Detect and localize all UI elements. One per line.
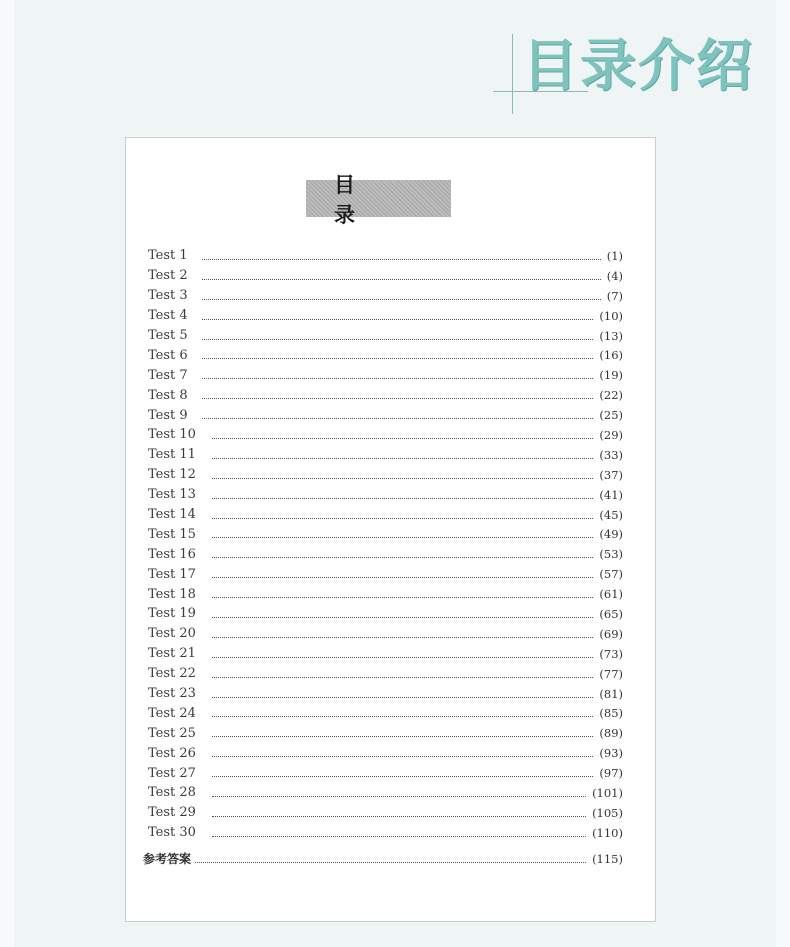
toc-entry[interactable] [148, 664, 623, 684]
toc-leader-dots [212, 477, 593, 479]
toc-leader-dots [212, 596, 593, 598]
toc-leader-dots [202, 258, 601, 260]
toc-entry-label: Test 8 [148, 387, 188, 403]
toc-leader-dots [212, 715, 593, 717]
toc-entry-label: Test 27 [148, 765, 196, 781]
toc-entry-page: (49) [599, 527, 623, 542]
toc-answers-entry[interactable] [143, 850, 623, 867]
toc-entry-label: Test 9 [148, 407, 188, 423]
toc-entry-page: (53) [599, 547, 623, 562]
toc-leader-dots [212, 656, 593, 658]
toc-entry[interactable] [148, 803, 623, 823]
toc-entry[interactable] [148, 485, 623, 505]
toc-entry-label: Test 4 [148, 308, 188, 324]
toc-entry-page: (25) [599, 408, 623, 423]
toc-entry-page: (105) [592, 805, 623, 820]
toc-entry[interactable] [148, 365, 623, 385]
toc-entry-page: (97) [599, 766, 623, 781]
toc-entry-label: Test 15 [148, 526, 196, 542]
toc-entry-label: Test 28 [148, 785, 196, 801]
toc-leader-dots [212, 517, 593, 519]
toc-entry-label: Test 16 [148, 546, 196, 562]
toc-entry-page: (1) [606, 248, 623, 263]
toc-entry-page: (77) [599, 666, 623, 681]
toc-entry-page: (65) [599, 606, 623, 621]
toc-entry[interactable] [148, 306, 623, 326]
toc-entry[interactable] [148, 425, 623, 445]
toc-answers-label: 参考答案 [143, 852, 192, 866]
toc-leader-dots [202, 338, 593, 340]
toc-leader-dots [202, 417, 593, 419]
toc-entry-label: Test 13 [148, 487, 196, 503]
toc-leader-dots [212, 616, 593, 618]
toc-entry-label: Test 20 [148, 626, 196, 642]
toc-leader-dots [212, 735, 593, 737]
toc-entry-page: (57) [599, 567, 623, 582]
toc-entry[interactable] [148, 584, 623, 604]
toc-entry-page: (33) [599, 447, 623, 462]
toc-entry[interactable] [148, 723, 623, 743]
toc-leader-dots [202, 397, 593, 399]
toc-heading: 目 录 [306, 180, 451, 217]
toc-entry-label: Test 19 [148, 606, 196, 622]
toc-entry-page: (10) [599, 308, 623, 323]
toc-leader-dots [202, 318, 593, 320]
toc-leader-dots [212, 775, 593, 777]
toc-entry[interactable] [148, 445, 623, 465]
toc-entry[interactable] [148, 763, 623, 783]
toc-entry-page: (7) [606, 288, 623, 303]
toc-entry-page: (29) [599, 427, 623, 442]
toc-leader-dots [212, 755, 593, 757]
toc-entry[interactable] [148, 385, 623, 405]
toc-entry[interactable] [148, 703, 623, 723]
toc-entry[interactable] [148, 743, 623, 763]
toc-leader-dots [202, 377, 593, 379]
toc-leader-dots [212, 676, 593, 678]
toc-entry-label: Test 10 [148, 427, 196, 443]
toc-list [148, 246, 623, 843]
toc-entry[interactable] [148, 286, 623, 306]
toc-entry[interactable] [148, 246, 623, 266]
toc-entry-page: (110) [592, 825, 623, 840]
toc-entry[interactable] [148, 564, 623, 584]
toc-entry-label: Test 30 [148, 825, 196, 841]
toc-leader-dots [212, 636, 593, 638]
toc-entry[interactable] [148, 604, 623, 624]
toc-entry[interactable] [148, 783, 623, 803]
toc-leader-dots [202, 298, 601, 300]
toc-entry-label: Test 21 [148, 646, 196, 662]
toc-entry-label: Test 29 [148, 805, 196, 821]
toc-sheet [125, 137, 656, 922]
toc-entry-page: (16) [599, 348, 623, 363]
toc-leader-dots [212, 497, 593, 499]
toc-entry-label: Test 2 [148, 268, 188, 284]
toc-entry-label: Test 26 [148, 745, 196, 761]
toc-leader-dots [212, 795, 586, 797]
toc-entry-label: Test 1 [148, 248, 188, 264]
toc-entry-page: (13) [599, 328, 623, 343]
toc-entry-label: Test 23 [148, 686, 196, 702]
toc-leader-dots [212, 835, 586, 837]
toc-entry[interactable] [148, 266, 623, 286]
toc-entry-page: (69) [599, 626, 623, 641]
banner-crosshair-vertical [512, 34, 513, 114]
toc-entry-label: Test 24 [148, 705, 196, 721]
toc-entry[interactable] [148, 505, 623, 525]
toc-entry-label: Test 5 [148, 328, 188, 343]
toc-entry-label: Test 7 [148, 367, 188, 383]
toc-entry-label: Test 18 [148, 586, 196, 602]
toc-answers-page: (115) [592, 851, 623, 866]
toc-entry-page: (89) [599, 726, 623, 741]
toc-entry[interactable] [148, 644, 623, 664]
toc-entry-label: Test 6 [148, 347, 188, 363]
toc-leader-dots [212, 576, 593, 578]
toc-entry-label: Test 25 [148, 725, 196, 741]
toc-entry-page: (4) [606, 268, 623, 283]
toc-entry[interactable] [148, 405, 623, 425]
page-margin-right [776, 0, 790, 947]
toc-leader-dots [212, 815, 586, 817]
toc-entry-page: (45) [599, 507, 623, 522]
toc-entry-page: (101) [592, 785, 623, 800]
toc-entry[interactable] [148, 624, 623, 644]
toc-leader-dots [202, 357, 593, 359]
toc-entry[interactable] [148, 544, 623, 564]
toc-leader-dots [212, 556, 593, 558]
toc-leader-dots [212, 437, 593, 439]
page-margin-left [0, 0, 14, 947]
toc-entry-page: (81) [599, 686, 623, 701]
toc-entry-page: (61) [599, 587, 623, 602]
toc-entry-page: (19) [599, 368, 623, 383]
toc-entry-page: (37) [599, 467, 623, 482]
toc-leader-dots [195, 861, 586, 863]
toc-entry-label: Test 11 [148, 447, 196, 463]
toc-entry[interactable] [148, 524, 623, 544]
toc-entry-label: Test 3 [148, 288, 188, 304]
toc-leader-dots [202, 278, 601, 280]
toc-leader-dots [212, 696, 593, 698]
toc-entry-page: (93) [599, 746, 623, 761]
toc-entry-label: Test 17 [148, 566, 196, 582]
toc-entry-label: Test 14 [148, 507, 196, 523]
toc-entry[interactable] [148, 684, 623, 704]
toc-entry-page: (22) [599, 388, 623, 403]
toc-entry[interactable] [148, 823, 623, 843]
toc-entry[interactable] [148, 326, 623, 346]
toc-entry[interactable] [148, 465, 623, 485]
toc-entry-page: (73) [599, 646, 623, 661]
toc-entry-label: Test 12 [148, 467, 196, 483]
banner-title: 目录介绍 [522, 34, 754, 99]
toc-entry-page: (41) [599, 487, 623, 502]
toc-entry-page: (85) [599, 706, 623, 721]
toc-leader-dots [212, 457, 593, 459]
toc-entry[interactable] [148, 345, 623, 365]
toc-leader-dots [212, 536, 593, 538]
toc-entry-label: Test 22 [148, 666, 196, 682]
